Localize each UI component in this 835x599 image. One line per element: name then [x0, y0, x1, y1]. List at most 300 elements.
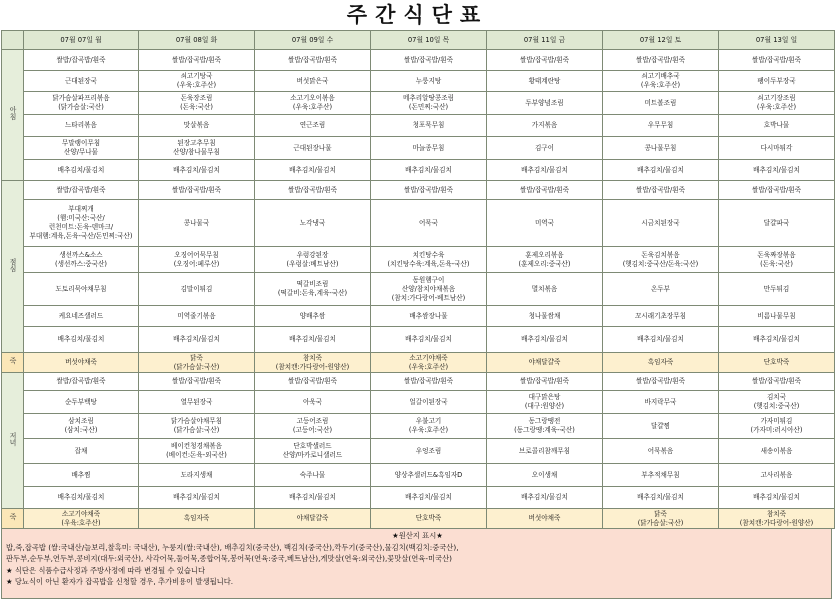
- menu-row: [2, 414, 835, 439]
- menu-item: 참치죽: [766, 509, 787, 518]
- menu-item: 배추김치/물김치: [637, 335, 684, 343]
- meal-label: [2, 373, 24, 509]
- menu-row: [2, 50, 835, 71]
- origin-line-1: 밥,죽,잡곡밥 (쌀:국내산/늘보리,찰흑미: 국내산), 누룽지(쌀:국내산), 배추김치(중국산), 백김치(중국산),깍두기(중국산),물김치(백김치:중국산),: [6, 542, 459, 552]
- menu-item: 배추김치/물김치: [753, 493, 800, 501]
- menu-cell: [139, 137, 255, 160]
- menu-cell: [255, 181, 371, 200]
- menu-cell: [603, 373, 719, 391]
- menu-cell: [603, 50, 719, 71]
- menu-item: 호박나물: [763, 121, 790, 129]
- menu-item: 삼치조림: [68, 417, 94, 425]
- menu-item: 산양/참나물무침: [173, 148, 220, 156]
- menu-cell: [371, 306, 487, 327]
- menu-item: 배추김치/물김치: [289, 493, 336, 501]
- menu-cell: [719, 306, 835, 327]
- menu-item: (가자미:러시아산): [750, 426, 803, 434]
- menu-item: 도토리묵야채무침: [55, 284, 107, 293]
- menu-cell: [139, 509, 255, 529]
- menu-item: 콩나물무침: [644, 143, 677, 152]
- menu-cell: [371, 509, 487, 529]
- menu-cell: [371, 181, 487, 200]
- menu-cell: [139, 439, 255, 464]
- menu-item: 어묵국: [418, 218, 439, 227]
- menu-row: [2, 92, 835, 115]
- menu-item: 생선까스&소스: [59, 250, 103, 259]
- menu-item: (우육:호주산): [176, 81, 217, 89]
- day-header: 07월 09일 수: [255, 31, 371, 50]
- menu-cell: [24, 50, 139, 71]
- menu-cell: [255, 464, 371, 487]
- menu-item: 오징어어묵무침: [174, 250, 219, 259]
- menu-item: 맛살볶음: [183, 121, 210, 129]
- menu-item: 배추김치/물김치: [521, 493, 568, 501]
- menu-item: 우엉조림: [415, 446, 442, 455]
- menu-cell: [139, 373, 255, 391]
- menu-cell: [139, 414, 255, 439]
- menu-cell: [24, 353, 139, 373]
- origin-heading: ★원산지 표시★: [392, 531, 443, 540]
- menu-cell: [487, 306, 603, 327]
- menu-item: 얼갈이된장국: [409, 397, 448, 406]
- menu-item: 떡갈비조림: [296, 280, 329, 288]
- menu-cell: [24, 487, 139, 509]
- menu-item: 치킨탕수육: [412, 250, 445, 259]
- menu-row: [2, 160, 835, 181]
- menu-cell: [371, 373, 487, 391]
- menu-row: [2, 247, 835, 273]
- menu-item: 산양/무나물: [63, 148, 99, 156]
- menu-item: 미트볼조림: [644, 98, 677, 107]
- meal-label: [2, 509, 24, 529]
- menu-cell: [487, 247, 603, 273]
- menu-cell: [487, 373, 603, 391]
- menu-item: 부대찌개: [68, 205, 94, 213]
- menu-item: 훈제오리볶음: [525, 250, 564, 259]
- menu-cell: [139, 115, 255, 137]
- menu-cell: [719, 137, 835, 160]
- menu-item: 된장고추무침: [177, 139, 216, 147]
- menu-cell: [487, 200, 603, 247]
- menu-item: 가자미튀김: [760, 417, 793, 425]
- menu-cell: [255, 160, 371, 181]
- menu-item: 배추김치/물김치: [405, 493, 452, 501]
- day-header: 07월 10일 목: [371, 31, 487, 50]
- menu-item: 다시마튀각: [760, 143, 793, 152]
- menu-item: (떡갈비:돈육,계육-국산): [277, 289, 348, 297]
- menu-item: 배추김치/물김치: [637, 165, 684, 174]
- menu-item: 배추김치/물김치: [521, 165, 568, 174]
- menu-cell: [24, 92, 139, 115]
- menu-cell: [255, 487, 371, 509]
- day-header: 07월 12일 토: [603, 31, 719, 50]
- menu-cell: [603, 487, 719, 509]
- menu-item: 케요네즈샐러드: [58, 311, 104, 320]
- menu-item: 만두튀김: [763, 284, 790, 293]
- menu-cell: [603, 391, 719, 414]
- menu-cell: [24, 71, 139, 92]
- menu-item: 쇠고기배추국: [641, 72, 680, 80]
- menu-item: 배추김치/물김치: [753, 335, 800, 343]
- menu-cell: [371, 327, 487, 353]
- menu-cell: [255, 391, 371, 414]
- menu-item: 미역줄기볶음: [177, 311, 216, 320]
- menu-item: (돈육:국산): [760, 259, 793, 268]
- meal-label-text: 점심: [9, 257, 17, 272]
- menu-item: (오징어:페루산): [173, 259, 220, 268]
- origin-line-2: 판두부,순두부,연두부,콩비지(대두:외국산), 사각어묵,둘어묵,종합어묵,봉어묵(연육:중국,베트남산),게맛살(연육:외국산),꽃맛살(연육-미국산): [6, 554, 452, 563]
- menu-item: 아욱국: [302, 397, 323, 406]
- menu-item: 쌀밥/잡곡밥/흰죽: [635, 55, 686, 64]
- menu-cell: [371, 115, 487, 137]
- menu-item: 쌀밥/잡곡밥/흰죽: [751, 185, 802, 194]
- menu-row: [2, 273, 835, 306]
- notice-grain-cost: ★ 당뇨식이 아닌 환자가 잡곡밥을 신청할 경우, 추가비용이 발생됩니다.: [6, 577, 234, 586]
- menu-item: (생선까스:중국산): [55, 259, 107, 268]
- menu-item: 쌀밥/잡곡밥/흰죽: [287, 185, 338, 194]
- menu-item: 황태계란탕: [528, 76, 561, 85]
- menu-item: 어묵볶음: [647, 446, 674, 455]
- menu-item: 잡채: [74, 446, 88, 455]
- menu-item: 산양/참치야채볶음: [401, 284, 456, 293]
- menu-cell: [719, 353, 835, 373]
- menu-item: 콩나물국: [183, 218, 210, 227]
- menu-item: 단호박샐러드: [293, 442, 332, 450]
- menu-item: 김치국: [766, 393, 787, 401]
- menu-cell: [487, 509, 603, 529]
- menu-cell: [487, 273, 603, 306]
- menu-item: (삼치:국산): [64, 426, 98, 434]
- menu-cell: [255, 92, 371, 115]
- menu-cell: [371, 353, 487, 373]
- menu-item: (우육:호주산): [408, 426, 449, 434]
- menu-item: 쌀밥/잡곡밥/흰죽: [403, 55, 454, 64]
- menu-item: (동그랑땡:계육-국산): [514, 426, 575, 434]
- menu-cell: [371, 50, 487, 71]
- menu-item: (치킨탕수육:계육,돈육-국산): [387, 259, 470, 268]
- menu-cell: [255, 273, 371, 306]
- menu-cell: [719, 92, 835, 115]
- menu-cell: [371, 71, 487, 92]
- menu-row: [2, 306, 835, 327]
- menu-cell: [255, 137, 371, 160]
- menu-item: 소고기야채죽: [409, 353, 448, 362]
- menu-item: (참치캔:가다랑어-원양산): [739, 518, 814, 527]
- menu-item: 달걀찜: [650, 421, 671, 430]
- menu-item: (햄:미국산:국산/: [57, 214, 105, 222]
- menu-cell: [603, 439, 719, 464]
- notice-change: ★ 식단은 식품수급사정과 주방사정에 따라 변경될 수 있습니다: [6, 565, 205, 575]
- menu-cell: [24, 200, 139, 247]
- menu-cell: [371, 247, 487, 273]
- menu-item: (우육:호주산): [756, 103, 797, 111]
- menu-item: 부추적채무침: [641, 470, 680, 479]
- menu-table: [1, 30, 835, 529]
- menu-item: 꼬시래기초장무침: [635, 311, 686, 320]
- menu-cell: [139, 464, 255, 487]
- menu-item: 누룽지탕: [415, 76, 442, 85]
- menu-item: 참치죽: [302, 353, 323, 362]
- menu-cell: [371, 137, 487, 160]
- menu-cell: [487, 391, 603, 414]
- menu-cell: [719, 327, 835, 353]
- menu-item: 우불고기: [415, 417, 442, 425]
- menu-item: 쌀밥/잡곡밥/흰죽: [171, 185, 222, 194]
- menu-item: 김말이튀김: [180, 284, 213, 293]
- menu-item: 배추김치/물김치: [637, 493, 684, 501]
- menu-cell: [371, 92, 487, 115]
- menu-item: 쌀밥/잡곡밥/흰죽: [403, 185, 454, 194]
- menu-item: 느타리볶음: [65, 121, 97, 129]
- menu-item: 배추김치/물김치: [173, 335, 220, 343]
- menu-cell: [719, 273, 835, 306]
- menu-cell: [487, 439, 603, 464]
- menu-cell: [719, 71, 835, 92]
- menu-item: 배추김치/물김치: [57, 493, 105, 501]
- menu-cell: [487, 71, 603, 92]
- menu-item: (참치:가다랑어-베트남산): [391, 293, 466, 302]
- menu-cell: [24, 137, 139, 160]
- day-header: 07월 07일 월: [24, 31, 139, 50]
- menu-item: 쌀밥/잡곡밥/흰죽: [56, 377, 106, 385]
- menu-item: 쌀밥/잡곡밥/흰죽: [56, 55, 106, 64]
- menu-cell: [24, 509, 139, 529]
- menu-item: 대구맑은탕: [528, 393, 561, 401]
- menu-row: [2, 137, 835, 160]
- menu-item: (우육:호주산): [640, 81, 681, 89]
- menu-item: (우육:호주산): [61, 518, 101, 527]
- menu-item: 쌀밥/잡곡밥/흰죽: [751, 377, 802, 385]
- menu-item: 새송이볶음: [760, 446, 793, 455]
- menu-row: [2, 115, 835, 137]
- menu-item: (우렁살:베트남산): [286, 259, 339, 268]
- meal-label: [2, 181, 24, 353]
- menu-item: 청나물쌈채: [528, 311, 561, 320]
- menu-cell: [603, 509, 719, 529]
- menu-cell: [603, 327, 719, 353]
- menu-item: (닭가슴살:국산): [58, 103, 104, 111]
- menu-cell: [371, 160, 487, 181]
- menu-item: 팽이두부장국: [757, 76, 796, 85]
- menu-cell: [24, 160, 139, 181]
- menu-item: 마늘종무침: [412, 143, 445, 152]
- menu-cell: [255, 50, 371, 71]
- menu-cell: [255, 247, 371, 273]
- menu-item: 시금치된장국: [641, 218, 680, 227]
- menu-row: [2, 71, 835, 92]
- menu-item: 쌀밥/잡곡밥/흰죽: [171, 377, 222, 385]
- menu-item: 배추김치/물김치: [57, 165, 105, 174]
- menu-cell: [487, 487, 603, 509]
- menu-cell: [719, 464, 835, 487]
- menu-cell: [24, 391, 139, 414]
- menu-item: 연근조림: [299, 121, 326, 129]
- menu-cell: [139, 327, 255, 353]
- menu-item: (햇김치:중국산): [753, 402, 800, 410]
- menu-cell: [487, 327, 603, 353]
- menu-cell: [255, 439, 371, 464]
- meal-label-text: 아침: [9, 106, 17, 120]
- menu-cell: [487, 137, 603, 160]
- menu-item: 버섯맑은국: [296, 76, 329, 85]
- menu-item: 청포묵무침: [412, 121, 445, 129]
- menu-cell: [139, 50, 255, 71]
- menu-cell: [24, 464, 139, 487]
- menu-item: 흑임자죽: [183, 514, 210, 522]
- menu-cell: [719, 373, 835, 391]
- menu-cell: [603, 137, 719, 160]
- origin-notice: [1, 529, 832, 599]
- menu-cell: [487, 464, 603, 487]
- menu-item: (돈육:국산): [180, 103, 213, 111]
- menu-row: [2, 439, 835, 464]
- day-header: 07월 11일 금: [487, 31, 603, 50]
- menu-item: 쌀밥/잡곡밥/흰죽: [519, 55, 570, 64]
- menu-cell: [487, 160, 603, 181]
- menu-item: 닭가슴살파프리볶음: [52, 94, 110, 102]
- menu-cell: [139, 247, 255, 273]
- menu-item: 온두부: [650, 284, 671, 293]
- menu-cell: [371, 273, 487, 306]
- menu-cell: [139, 353, 255, 373]
- menu-item: 배추김치/물김치: [173, 165, 220, 174]
- menu-item: 쌀밥/잡곡밥/흰죽: [519, 185, 570, 194]
- menu-item: 메추리알땅콩조림: [403, 94, 454, 102]
- menu-item: 닭죽: [654, 509, 667, 518]
- menu-row: [2, 200, 835, 247]
- menu-item: 소고기야채죽: [61, 509, 101, 518]
- menu-item: 쇠고기탕국: [180, 72, 213, 80]
- menu-cell: [487, 50, 603, 71]
- menu-item: 바지락무국: [644, 397, 677, 406]
- menu-cell: [255, 353, 371, 373]
- menu-item: 도라지생채: [180, 470, 213, 479]
- menu-item: 배추찜: [71, 470, 91, 479]
- meal-label-text: 죽: [9, 357, 17, 364]
- menu-item: 배추김치/물김치: [753, 165, 800, 174]
- menu-item: 돈육김치볶음: [641, 250, 680, 259]
- menu-cell: [719, 414, 835, 439]
- menu-item: 버섯야채죽: [528, 514, 561, 522]
- menu-cell: [719, 50, 835, 71]
- menu-item: 야채달걀죽: [296, 514, 329, 522]
- menu-item: 단호박죽: [763, 358, 790, 366]
- day-header: 07월 13일 일: [719, 31, 835, 50]
- menu-cell: [24, 115, 139, 137]
- menu-item: 소고기오이볶음: [290, 94, 335, 102]
- menu-cell: [24, 306, 139, 327]
- menu-item: (닭가슴살:국산): [173, 362, 220, 371]
- menu-item: 우무무침: [647, 121, 674, 129]
- menu-cell: [139, 273, 255, 306]
- menu-cell: [24, 181, 139, 200]
- menu-row: [2, 181, 835, 200]
- header-corner: [2, 31, 24, 50]
- menu-cell: [603, 181, 719, 200]
- menu-cell: [139, 391, 255, 414]
- menu-cell: [719, 391, 835, 414]
- menu-row: [2, 353, 835, 373]
- menu-item: (고등어:국산): [292, 426, 333, 434]
- menu-cell: [603, 71, 719, 92]
- menu-row: [2, 509, 835, 529]
- menu-item: 쌀밥/잡곡밥/흰죽: [403, 377, 454, 385]
- menu-row: [2, 327, 835, 353]
- menu-item: 고사리볶음: [760, 470, 793, 479]
- menu-item: 런천미트:돈육-덴마크/: [48, 223, 114, 231]
- menu-item: (훈제오리:중국산): [518, 259, 571, 268]
- menu-cell: [24, 247, 139, 273]
- menu-item: 단호박죽: [415, 514, 442, 522]
- meal-label: [2, 50, 24, 181]
- menu-item: 흑임자죽: [647, 358, 674, 366]
- menu-item: 노각냉국: [299, 218, 326, 227]
- menu-item: 근대된장국: [65, 76, 97, 85]
- menu-item: (돈민찌:국산): [408, 103, 449, 111]
- menu-cell: [255, 200, 371, 247]
- menu-item: 닭죽: [190, 353, 203, 362]
- menu-cell: [603, 115, 719, 137]
- menu-cell: [487, 92, 603, 115]
- menu-item: 야채달걀죽: [528, 358, 561, 366]
- menu-item: 양상추샐러드&흑임자D: [394, 470, 463, 479]
- page-title: 주간식단표: [346, 3, 489, 27]
- menu-cell: [139, 306, 255, 327]
- menu-item: 근대된장나물: [293, 143, 332, 152]
- menu-cell: [719, 181, 835, 200]
- menu-cell: [139, 181, 255, 200]
- menu-item: 두부양념조림: [525, 98, 564, 107]
- menu-cell: [487, 181, 603, 200]
- menu-cell: [255, 115, 371, 137]
- menu-cell: [24, 273, 139, 306]
- menu-row: [2, 373, 835, 391]
- menu-item: 버섯야채죽: [65, 358, 97, 366]
- menu-cell: [255, 306, 371, 327]
- menu-cell: [371, 439, 487, 464]
- menu-row: [2, 391, 835, 414]
- menu-item: (우육:호주산): [408, 362, 449, 371]
- menu-item: 베이컨청경채볶음: [171, 442, 222, 450]
- menu-cell: [603, 92, 719, 115]
- meal-label-text: 저녁: [9, 431, 17, 446]
- menu-cell: [719, 247, 835, 273]
- menu-item: 배추김치/물김치: [405, 165, 452, 174]
- menu-item: 오이생채: [531, 470, 558, 479]
- menu-item: 동원햄구이: [412, 275, 445, 284]
- menu-item: 배추김치/물김치: [405, 335, 452, 343]
- menu-item: 달걀파국: [763, 218, 790, 227]
- menu-item: 산양/마카로니샐러드: [282, 451, 343, 459]
- menu-cell: [487, 353, 603, 373]
- menu-cell: [255, 373, 371, 391]
- menu-cell: [255, 414, 371, 439]
- menu-cell: [139, 200, 255, 247]
- menu-item: 돈육장조림: [180, 94, 213, 102]
- menu-item: 순두부백탕: [65, 397, 97, 406]
- menu-cell: [139, 92, 255, 115]
- menu-cell: [603, 200, 719, 247]
- menu-cell: [603, 273, 719, 306]
- menu-cell: [603, 306, 719, 327]
- menu-item: 배추김치/물김치: [289, 165, 336, 174]
- menu-item: (닭가슴살:국산): [637, 518, 684, 527]
- menu-item: 배추김치/물김치: [521, 335, 568, 343]
- menu-item: 배추쌈장나물: [409, 311, 448, 320]
- menu-cell: [719, 115, 835, 137]
- menu-cell: [371, 391, 487, 414]
- menu-item: 배추김치/물김치: [57, 335, 105, 343]
